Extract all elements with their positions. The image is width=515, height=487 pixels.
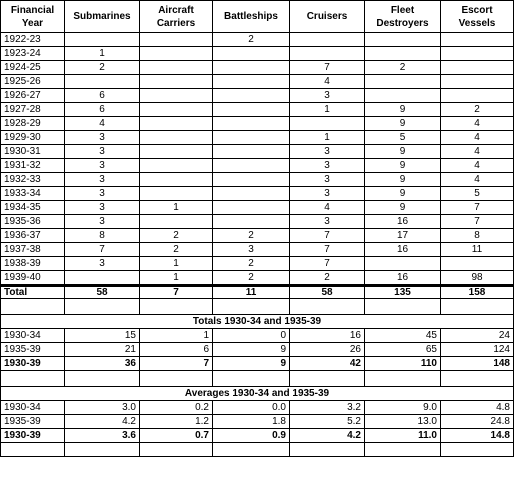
data-cell[interactable]: 124	[441, 343, 514, 357]
year-cell[interactable]: 1930-34	[0, 401, 65, 415]
table-row	[0, 187, 514, 201]
data-cell[interactable]: 9	[365, 159, 441, 173]
data-cell[interactable]: 1	[140, 329, 213, 343]
data-cell[interactable]: 65	[365, 343, 441, 357]
year-cell[interactable]: 1937-38	[0, 243, 65, 257]
data-cell[interactable]	[65, 271, 140, 285]
data-cell[interactable]	[213, 61, 290, 75]
data-cell[interactable]: 5	[441, 187, 514, 201]
data-cell[interactable]	[213, 131, 290, 145]
table-row	[0, 89, 514, 103]
table-row	[0, 47, 514, 61]
data-cell[interactable]	[140, 61, 213, 75]
year-cell[interactable]	[0, 299, 65, 315]
year-cell[interactable]: 1935-36	[0, 215, 65, 229]
table-row	[0, 75, 514, 89]
table-row	[0, 145, 514, 159]
column-header	[365, 0, 441, 33]
empty-cell[interactable]	[365, 299, 441, 315]
data-cell[interactable]: 5.2	[290, 415, 365, 429]
data-cell[interactable]: 2	[441, 103, 514, 117]
data-cell[interactable]: 9.0	[365, 401, 441, 415]
empty-cell[interactable]	[441, 299, 514, 315]
data-cell[interactable]: 3	[290, 215, 365, 229]
year-cell[interactable]: 1935-39	[0, 415, 65, 429]
data-cell[interactable]: 15	[65, 329, 140, 343]
data-cell[interactable]: 7	[65, 243, 140, 257]
data-cell[interactable]	[140, 47, 213, 61]
year-cell[interactable]: 1928-29	[0, 117, 65, 131]
data-cell[interactable]	[365, 89, 441, 103]
data-cell[interactable]	[213, 201, 290, 215]
data-cell[interactable]	[65, 75, 140, 89]
averages-section-title-row	[0, 387, 514, 401]
data-cell[interactable]: 2	[65, 61, 140, 75]
data-cell[interactable]: 2	[140, 229, 213, 243]
data-cell[interactable]: 3	[65, 131, 140, 145]
averages-sum-row	[0, 429, 514, 443]
data-cell[interactable]	[213, 47, 290, 61]
data-cell[interactable]: 9	[365, 117, 441, 131]
averages-section-title: Averages 1930-34 and 1935-39	[0, 387, 514, 401]
data-cell[interactable]: 1	[290, 103, 365, 117]
data-cell[interactable]: 3	[65, 215, 140, 229]
data-cell[interactable]: 7	[441, 201, 514, 215]
year-cell[interactable]: 1930-39	[0, 357, 65, 371]
data-cell[interactable]: 3	[290, 173, 365, 187]
year-cell[interactable]: 1931-32	[0, 159, 65, 173]
data-cell[interactable]: 24	[441, 329, 514, 343]
data-cell[interactable]: 2	[290, 271, 365, 285]
data-cell[interactable]	[441, 33, 514, 47]
data-cell[interactable]: 9	[365, 103, 441, 117]
empty-cell[interactable]	[290, 371, 365, 387]
table-row	[0, 215, 514, 229]
empty-cell[interactable]	[213, 443, 290, 457]
empty-cell[interactable]	[290, 299, 365, 315]
empty-cell[interactable]	[213, 299, 290, 315]
data-cell[interactable]	[213, 117, 290, 131]
total-cell[interactable]: 135	[365, 285, 441, 299]
data-cell[interactable]: 3	[290, 145, 365, 159]
data-cell[interactable]: 3	[213, 243, 290, 257]
year-cell[interactable]: 1924-25	[0, 61, 65, 75]
data-cell[interactable]: 2	[213, 257, 290, 271]
column-header-text: Vessels	[458, 17, 496, 29]
year-cell[interactable]: 1932-33	[0, 173, 65, 187]
data-cell[interactable]: 4	[290, 201, 365, 215]
data-cell[interactable]	[65, 33, 140, 47]
year-cell[interactable]: 1934-35	[0, 201, 65, 215]
data-cell[interactable]: 3	[65, 187, 140, 201]
data-cell[interactable]: 2	[213, 33, 290, 47]
year-cell[interactable]: Total	[0, 285, 65, 299]
header-row	[0, 0, 514, 33]
data-cell[interactable]: 24.8	[441, 415, 514, 429]
year-cell[interactable]: 1930-31	[0, 145, 65, 159]
totals-section-title-row	[0, 315, 514, 329]
table-row	[0, 33, 514, 47]
data-cell[interactable]: 3	[65, 201, 140, 215]
totals-sum-row	[0, 357, 514, 371]
data-cell[interactable]: 3	[290, 159, 365, 173]
data-cell[interactable]: 3	[65, 257, 140, 271]
column-header-text: Year	[21, 17, 44, 29]
data-cell[interactable]	[441, 61, 514, 75]
data-cell[interactable]: 0.0	[213, 401, 290, 415]
column-header-text: Aircraft	[158, 4, 194, 16]
sum-cell[interactable]: 110	[365, 357, 441, 371]
totals-section-title: Totals 1930-34 and 1935-39	[0, 315, 514, 329]
table-row	[0, 131, 514, 145]
total-cell[interactable]: 58	[290, 285, 365, 299]
column-header-text: Carriers	[156, 17, 196, 29]
table-row	[0, 159, 514, 173]
data-cell[interactable]: 1	[290, 131, 365, 145]
table-row	[0, 173, 514, 187]
data-cell[interactable]: 5	[365, 131, 441, 145]
column-header	[0, 0, 65, 33]
year-cell[interactable]	[0, 443, 65, 457]
data-cell[interactable]: 4	[441, 159, 514, 173]
column-header-text: Financial	[10, 4, 55, 16]
year-cell[interactable]: 1926-27	[0, 89, 65, 103]
data-cell[interactable]: 16	[365, 243, 441, 257]
data-cell[interactable]: 6	[65, 89, 140, 103]
data-cell[interactable]	[213, 89, 290, 103]
data-cell[interactable]: 9	[365, 145, 441, 159]
data-cell[interactable]	[140, 103, 213, 117]
column-header-text: Battleships	[224, 11, 278, 22]
table-row	[0, 201, 514, 215]
data-cell[interactable]: 3	[65, 173, 140, 187]
data-cell[interactable]	[140, 75, 213, 89]
table-row	[0, 257, 514, 271]
empty-cell[interactable]	[65, 443, 140, 457]
data-cell[interactable]	[140, 131, 213, 145]
year-cell[interactable]: 1939-40	[0, 271, 65, 285]
data-cell[interactable]: 4	[441, 173, 514, 187]
data-cell[interactable]: 3	[65, 145, 140, 159]
data-cell[interactable]: 7	[290, 243, 365, 257]
data-cell[interactable]	[441, 47, 514, 61]
empty-cell[interactable]	[441, 371, 514, 387]
data-cell[interactable]	[140, 215, 213, 229]
data-cell[interactable]	[213, 187, 290, 201]
data-cell[interactable]: 9	[365, 201, 441, 215]
data-cell[interactable]: 1.2	[140, 415, 213, 429]
data-cell[interactable]	[140, 117, 213, 131]
sum-cell[interactable]: 0.9	[213, 429, 290, 443]
table-row	[0, 117, 514, 131]
data-cell[interactable]: 9	[365, 187, 441, 201]
data-cell[interactable]: 98	[441, 271, 514, 285]
year-cell[interactable]: 1933-34	[0, 187, 65, 201]
data-cell[interactable]: 7	[290, 229, 365, 243]
sum-cell[interactable]: 0.7	[140, 429, 213, 443]
data-cell[interactable]: 1	[140, 271, 213, 285]
data-cell[interactable]	[213, 159, 290, 173]
data-cell[interactable]	[140, 89, 213, 103]
data-cell[interactable]: 21	[65, 343, 140, 357]
data-cell[interactable]: 2	[213, 271, 290, 285]
data-cell[interactable]: 13.0	[365, 415, 441, 429]
year-cell[interactable]: 1929-30	[0, 131, 65, 145]
year-cell[interactable]: 1938-39	[0, 257, 65, 271]
sum-cell[interactable]: 148	[441, 357, 514, 371]
year-cell[interactable]: 1930-39	[0, 429, 65, 443]
table-row	[0, 103, 514, 117]
empty-cell[interactable]	[213, 371, 290, 387]
data-cell[interactable]: 4	[65, 117, 140, 131]
data-cell[interactable]: 8	[441, 229, 514, 243]
data-cell[interactable]: 7	[290, 257, 365, 271]
empty-cell[interactable]	[441, 443, 514, 457]
total-cell[interactable]: 158	[441, 285, 514, 299]
sum-cell[interactable]: 4.2	[290, 429, 365, 443]
data-cell[interactable]	[213, 103, 290, 117]
table-row	[0, 401, 514, 415]
data-cell[interactable]	[140, 159, 213, 173]
data-cell[interactable]: 4	[441, 145, 514, 159]
data-cell[interactable]: 7	[441, 215, 514, 229]
data-cell[interactable]: 2	[140, 243, 213, 257]
column-header-text: Submarines	[73, 11, 131, 22]
data-cell[interactable]	[365, 47, 441, 61]
sum-cell[interactable]: 9	[213, 357, 290, 371]
empty-cell[interactable]	[365, 443, 441, 457]
data-cell[interactable]	[213, 173, 290, 187]
empty-cell[interactable]	[65, 299, 140, 315]
data-cell[interactable]: 16	[365, 215, 441, 229]
column-header-text: Escort	[461, 4, 493, 16]
sum-cell[interactable]: 14.8	[441, 429, 514, 443]
data-cell[interactable]	[213, 75, 290, 89]
column-header	[290, 0, 365, 33]
table-row	[0, 271, 514, 285]
data-cell[interactable]: 4	[290, 75, 365, 89]
column-header	[140, 0, 213, 33]
data-cell[interactable]	[140, 173, 213, 187]
blank-row	[0, 371, 514, 387]
data-cell[interactable]: 16	[290, 329, 365, 343]
year-cell[interactable]: 1935-39	[0, 343, 65, 357]
column-header	[65, 0, 140, 33]
data-cell[interactable]: 3	[290, 187, 365, 201]
data-cell[interactable]: 0	[213, 329, 290, 343]
data-cell[interactable]: 1.8	[213, 415, 290, 429]
data-cell[interactable]: 16	[365, 271, 441, 285]
table-row	[0, 229, 514, 243]
year-cell[interactable]: 1927-28	[0, 103, 65, 117]
data-cell[interactable]: 1	[140, 201, 213, 215]
data-cell[interactable]: 1	[65, 47, 140, 61]
total-cell[interactable]: 58	[65, 285, 140, 299]
data-cell[interactable]	[365, 33, 441, 47]
blank-row	[0, 443, 514, 457]
data-cell[interactable]: 1	[140, 257, 213, 271]
data-cell[interactable]: 3	[290, 89, 365, 103]
column-header-text: Destroyers	[376, 17, 429, 29]
data-cell[interactable]	[365, 257, 441, 271]
data-cell[interactable]: 4.8	[441, 401, 514, 415]
table-row	[0, 61, 514, 75]
data-cell[interactable]: 8	[65, 229, 140, 243]
year-cell[interactable]	[0, 371, 65, 387]
data-cell[interactable]	[441, 257, 514, 271]
total-row	[0, 285, 514, 299]
year-cell[interactable]: 1936-37	[0, 229, 65, 243]
data-cell[interactable]	[290, 33, 365, 47]
sum-cell[interactable]: 7	[140, 357, 213, 371]
data-cell[interactable]: 3	[65, 159, 140, 173]
year-cell[interactable]: 1930-34	[0, 329, 65, 343]
data-cell[interactable]: 11	[441, 243, 514, 257]
data-cell[interactable]	[140, 33, 213, 47]
data-cell[interactable]: 7	[290, 61, 365, 75]
data-cell[interactable]	[213, 215, 290, 229]
table-row	[0, 343, 514, 357]
data-cell[interactable]: 4	[441, 131, 514, 145]
table-row	[0, 415, 514, 429]
empty-cell[interactable]	[65, 371, 140, 387]
data-cell[interactable]	[290, 47, 365, 61]
data-cell[interactable]	[365, 75, 441, 89]
data-cell[interactable]	[140, 145, 213, 159]
data-cell[interactable]	[290, 117, 365, 131]
column-header-text: Fleet	[390, 4, 415, 16]
data-cell[interactable]: 2	[365, 61, 441, 75]
data-cell[interactable]: 9	[213, 343, 290, 357]
sum-cell[interactable]: 11.0	[365, 429, 441, 443]
empty-cell[interactable]	[140, 371, 213, 387]
table-row	[0, 329, 514, 343]
data-cell[interactable]: 3.0	[65, 401, 140, 415]
data-cell[interactable]: 4.2	[65, 415, 140, 429]
year-cell[interactable]: 1923-24	[0, 47, 65, 61]
data-cell[interactable]: 45	[365, 329, 441, 343]
year-cell[interactable]: 1922-23	[0, 33, 65, 47]
data-cell[interactable]	[213, 145, 290, 159]
empty-cell[interactable]	[140, 443, 213, 457]
data-cell[interactable]: 2	[213, 229, 290, 243]
sum-cell[interactable]: 3.6	[65, 429, 140, 443]
data-cell[interactable]: 0.2	[140, 401, 213, 415]
empty-cell[interactable]	[290, 443, 365, 457]
data-cell[interactable]: 17	[365, 229, 441, 243]
sum-cell[interactable]: 42	[290, 357, 365, 371]
data-cell[interactable]: 26	[290, 343, 365, 357]
table-row	[0, 243, 514, 257]
total-cell[interactable]: 7	[140, 285, 213, 299]
data-cell[interactable]	[441, 89, 514, 103]
year-cell[interactable]: 1925-26	[0, 75, 65, 89]
column-header-text: Cruisers	[306, 11, 348, 22]
data-cell[interactable]: 6	[65, 103, 140, 117]
empty-cell[interactable]	[365, 371, 441, 387]
data-cell[interactable]: 4	[441, 117, 514, 131]
total-cell[interactable]: 11	[213, 285, 290, 299]
data-cell[interactable]: 6	[140, 343, 213, 357]
blank-row	[0, 299, 514, 315]
column-header	[441, 0, 514, 33]
sum-cell[interactable]: 36	[65, 357, 140, 371]
data-cell[interactable]: 9	[365, 173, 441, 187]
data-cell[interactable]: 3.2	[290, 401, 365, 415]
empty-cell[interactable]	[140, 299, 213, 315]
data-cell[interactable]	[441, 75, 514, 89]
data-cell[interactable]	[140, 187, 213, 201]
column-header	[213, 0, 290, 33]
